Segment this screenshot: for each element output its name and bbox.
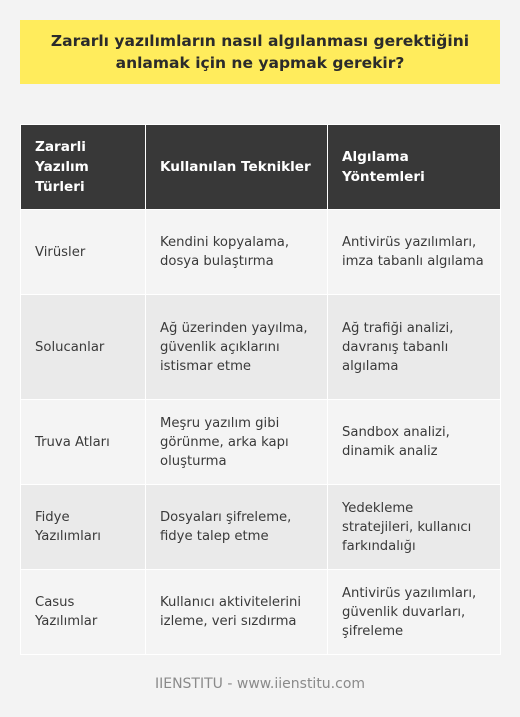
table-header-row	[21, 125, 501, 210]
table-row	[21, 210, 501, 295]
cell-detection: Sandbox analizi, dinamik analiz	[328, 400, 501, 485]
cell-technique: Kullanıcı aktivitelerini izleme, veri sızdırma	[146, 570, 328, 655]
cell-detection: Ağ trafiği analizi, davranış tabanlı algılama	[328, 295, 501, 400]
cell-technique: Ağ üzerinden yayılma, güvenlik açıklarını istismar etme	[146, 295, 328, 400]
header-malware-types: Zararli Yazılım Türleri	[21, 125, 146, 210]
malware-table	[20, 124, 501, 655]
cell-malware-type: Solucanlar	[21, 295, 146, 400]
cell-malware-type: Virüsler	[21, 210, 146, 295]
cell-detection: Antivirüs yazılımları, güvenlik duvarları, şifreleme	[328, 570, 501, 655]
header-detection-methods: Algılama Yöntemleri	[328, 125, 501, 210]
cell-technique: Dosyaları şifreleme, fidye talep etme	[146, 485, 328, 570]
cell-technique: Meşru yazılım gibi görünme, arka kapı oluşturma	[146, 400, 328, 485]
header-techniques: Kullanılan Teknikler	[146, 125, 328, 210]
cell-detection: Antivirüs yazılımları, imza tabanlı algılama	[328, 210, 501, 295]
cell-technique: Kendini kopyalama, dosya bulaştırma	[146, 210, 328, 295]
table-row	[21, 295, 501, 400]
table-row	[21, 400, 501, 485]
page-title: Zararlı yazılımların nasıl algılanması gerektiğini anlamak için ne yapmak gerekir?	[50, 32, 470, 72]
cell-malware-type: Truva Atları	[21, 400, 146, 485]
table-row	[21, 570, 501, 655]
cell-malware-type: Fidye Yazılımları	[21, 485, 146, 570]
cell-malware-type: Casus Yazılımlar	[21, 570, 146, 655]
title-banner	[20, 20, 500, 84]
cell-detection: Yedekleme stratejileri, kullanıcı farkındalığı	[328, 485, 501, 570]
table-row	[21, 485, 501, 570]
footer-credit: IIENSTITU - www.iienstitu.com	[154, 676, 366, 692]
